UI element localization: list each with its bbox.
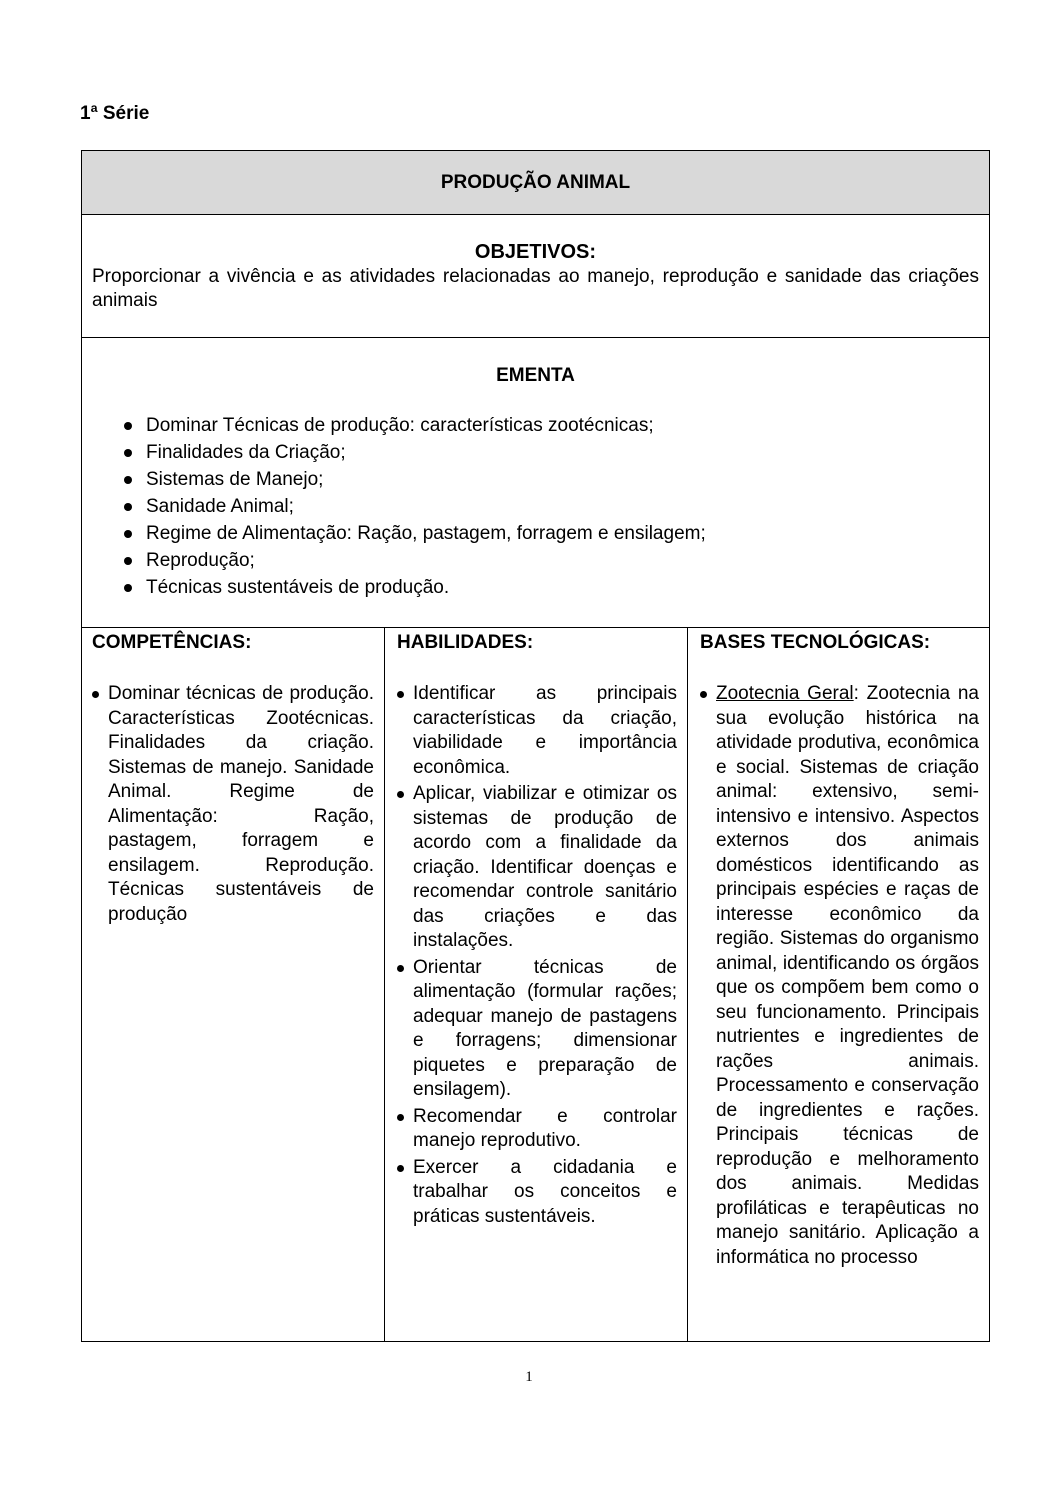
ementa-item-text: Sanidade Animal; [146,496,294,517]
ementa-item [124,466,989,493]
page-number: 1 [525,1369,533,1385]
bullet-icon [397,965,404,972]
ementa-item [124,493,989,520]
bullet-icon [397,1165,404,1172]
ementa-item [124,412,989,439]
series-label: 1ª Série [80,103,150,124]
habilidades-column [385,628,688,1341]
ementa-list [82,412,989,601]
zootecnia-geral-link: Zootecnia Geral [716,683,854,704]
bases-item [700,682,979,1270]
bullet-icon [397,1114,404,1121]
competencia-item-text: Dominar técnicas de produção. Características Zootécnicas. Finalidades da criação. Sistemas de manejo. Sanidade Animal. Regime de Alimentação: Ração, pastagem, forragem e ensilagem. Reprodução. Técnicas sustentáveis de produção [108,683,374,925]
bases-heading: BASES TECNOLÓGICAS: [700,632,931,653]
habilidade-item [397,1105,677,1154]
habilidade-item [397,682,677,780]
bases-item-text: : Zootecnia na sua evolução histórica na atividade produtiva, econômica e social. Sistemas de criação animal: extensivo, semi-intensivo e intensivo. Aspectos externos dos animais domésticos identificando as principais espécies e raças de interesse econômico da região. Sistemas do organismo animal, identificando os órgãos que os compõem bem como o seu funcionamento. Principais nutrientes e ingredientes de rações animais. Processamento e conservação de ingredientes e rações. Principais técnicas de reprodução e melhoramento dos animais. Medidas profiláticas e terapêuticas no manejo sanitário. Aplicação a informática no processo [716,683,979,1268]
ementa-item-text: Dominar Técnicas de produção: características zootécnicas; [146,415,654,436]
habilidade-item [397,1156,677,1230]
ementa-item [124,574,989,601]
ementa-item-text: Reprodução; [146,550,255,571]
habilidade-item-text: Identificar as principais características da criação, viabilidade e importância econômica. [413,683,677,778]
ementa-section [82,338,989,628]
bullet-icon [124,530,132,538]
ementa-item-text: Sistemas de Manejo; [146,469,324,490]
objetivos-section [82,215,989,338]
bullet-icon [124,449,132,457]
habilidades-heading: HABILIDADES: [397,632,534,653]
bullet-icon [124,503,132,511]
bases-column [688,628,989,1341]
bullet-icon [124,557,132,565]
habilidade-item-text: Recomendar e controlar manejo reprodutivo. [413,1105,677,1151]
habilidade-item [397,782,677,954]
ementa-item-text: Regime de Alimentação: Ração, pastagem, forragem e ensilagem; [146,523,706,544]
bullet-icon [92,691,99,698]
ementa-item-text: Finalidades da Criação; [146,442,346,463]
course-table [81,150,990,1342]
bullet-icon [124,584,132,592]
habilidade-item [397,956,677,1103]
bullet-icon [397,791,404,798]
competencias-column [82,628,385,1341]
ementa-item [124,520,989,547]
habilidade-item-text: Orientar técnicas de alimentação (formular rações; adequar manejo de pastagens e forragens; dimensionar piquetes e preparação de ensilagem). [413,956,677,1100]
competencia-item [92,682,374,927]
objetivos-heading: OBJETIVOS: [474,241,597,263]
bullet-icon [700,691,707,698]
objetivos-text: Proporcionar a vivência e as atividades relacionadas ao manejo, reprodução e sanidade das criações animais [92,266,979,311]
bullet-icon [124,476,132,484]
habilidade-item-text: Aplicar, viabilizar e otimizar os sistemas de produção de acordo com a finalidade da criação. Identificar doenças e recomendar controle sanitário das criações e das instalações. [413,783,677,951]
columns-row [82,628,989,1341]
bullet-icon [397,691,404,698]
table-title: PRODUÇÃO ANIMAL [82,151,989,215]
ementa-item [124,547,989,574]
competencias-heading: COMPETÊNCIAS: [92,632,252,653]
habilidade-item-text: Exercer a cidadania e trabalhar os conceitos e práticas sustentáveis. [413,1156,677,1227]
ementa-heading: EMENTA [496,365,575,386]
ementa-item [124,439,989,466]
ementa-item-text: Técnicas sustentáveis de produção. [146,577,450,598]
bullet-icon [124,422,132,430]
